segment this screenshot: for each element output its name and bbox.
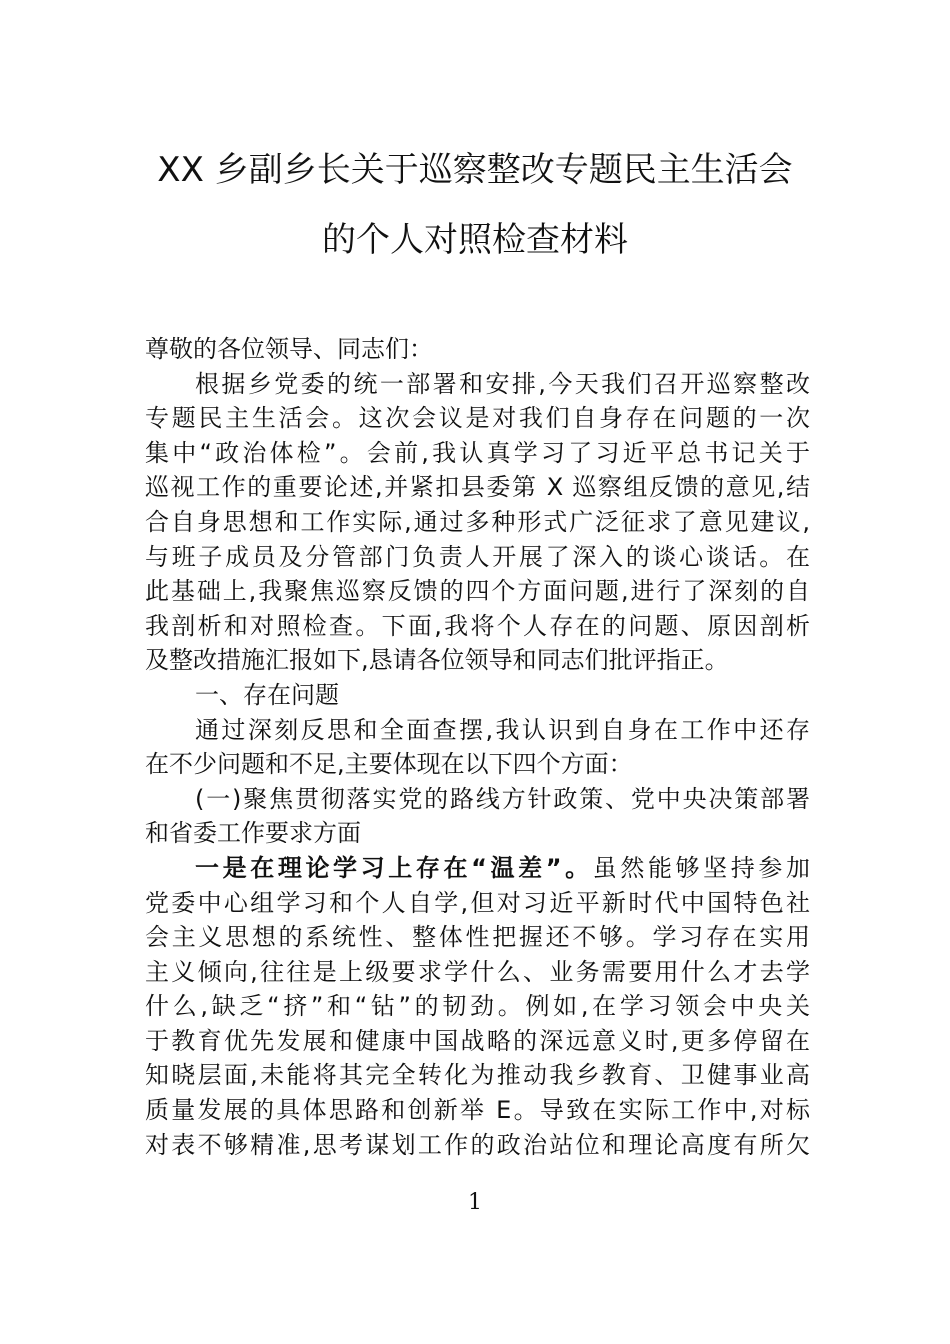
paragraph-1-line: 巡视工作的重要论述,并紧扣县委第 X 巡察组反馈的意见,结 — [145, 473, 810, 502]
paragraph-1-line: 我剖析和对照检查。下面,我将个人存在的问题、原因剖析 — [145, 611, 810, 640]
paragraph-1-line: 及整改措施汇报如下,恳请各位领导和同志们批评指正。 — [145, 646, 729, 675]
paragraph-3-lead-rest: 虽然能够坚持参加 — [592, 853, 810, 882]
subsection-heading-line: 和省委工作要求方面 — [145, 819, 361, 848]
page-number: 1 — [468, 1190, 482, 1215]
paragraph-3-line: 什么,缺乏“挤”和“钻”的韧劲。例如,在学习领会中央关 — [145, 992, 810, 1021]
document-body — [145, 332, 810, 1162]
paragraph-2-line: 通过深刻反思和全面查摆,我认识到自身在工作中还存 — [195, 715, 810, 744]
document-title-line-1: XX 乡副乡长关于巡察整改专题民主生活会 — [157, 150, 793, 190]
paragraph-3-line: 知晓层面,未能将其完全转化为推动我乡教育、卫健事业高 — [145, 1061, 810, 1090]
paragraph-3-line: 主义倾向,往往是上级要求学什么、业务需要用什么才去学 — [145, 957, 810, 986]
subsection-heading-line: (一)聚焦贯彻落实党的路线方针政策、党中央决策部署 — [195, 784, 810, 813]
document-title-line-2: 的个人对照检查材料 — [322, 220, 628, 260]
paragraph-3-line: 质量发展的具体思路和创新举 E。导致在实际工作中,对标 — [145, 1096, 810, 1125]
paragraph-1-line: 根据乡党委的统一部署和安排,今天我们召开巡察整改 — [195, 369, 810, 398]
paragraph-3-line: 于教育优先发展和健康中国战略的深远意义时,更多停留在 — [145, 1026, 810, 1055]
paragraph-1-line: 专题民主生活会。这次会议是对我们自身存在问题的一次 — [145, 404, 810, 433]
paragraph-2-line: 在不少问题和不足,主要体现在以下四个方面： — [145, 750, 633, 779]
paragraph-1-line: 与班子成员及分管部门负责人开展了深入的谈心谈话。在 — [145, 542, 810, 571]
section-heading-1: 一、存在问题 — [195, 680, 339, 709]
paragraph-3-line: 党委中心组学习和个人自学,但对习近平新时代中国特色社 — [145, 888, 810, 917]
paragraph-3-first-line — [145, 851, 810, 886]
paragraph-3-line: 会主义思想的系统性、整体性把握还不够。学习存在实用 — [145, 923, 810, 952]
paragraph-3-line: 对表不够精准,思考谋划工作的政治站位和理论高度有所欠 — [145, 1130, 810, 1159]
paragraph-3-lead-bold: 一是在理论学习上存在“温差”。 — [195, 853, 593, 882]
paragraph-1-line: 集中“政治体检”。会前,我认真学习了习近平总书记关于 — [145, 438, 810, 467]
salutation: 尊敬的各位领导、同志们： — [145, 335, 433, 363]
paragraph-1-line: 合自身思想和工作实际,通过多种形式广泛征求了意见建议, — [145, 507, 810, 536]
paragraph-1-line: 此基础上,我聚焦巡察反馈的四个方面问题,进行了深刻的自 — [145, 577, 810, 606]
